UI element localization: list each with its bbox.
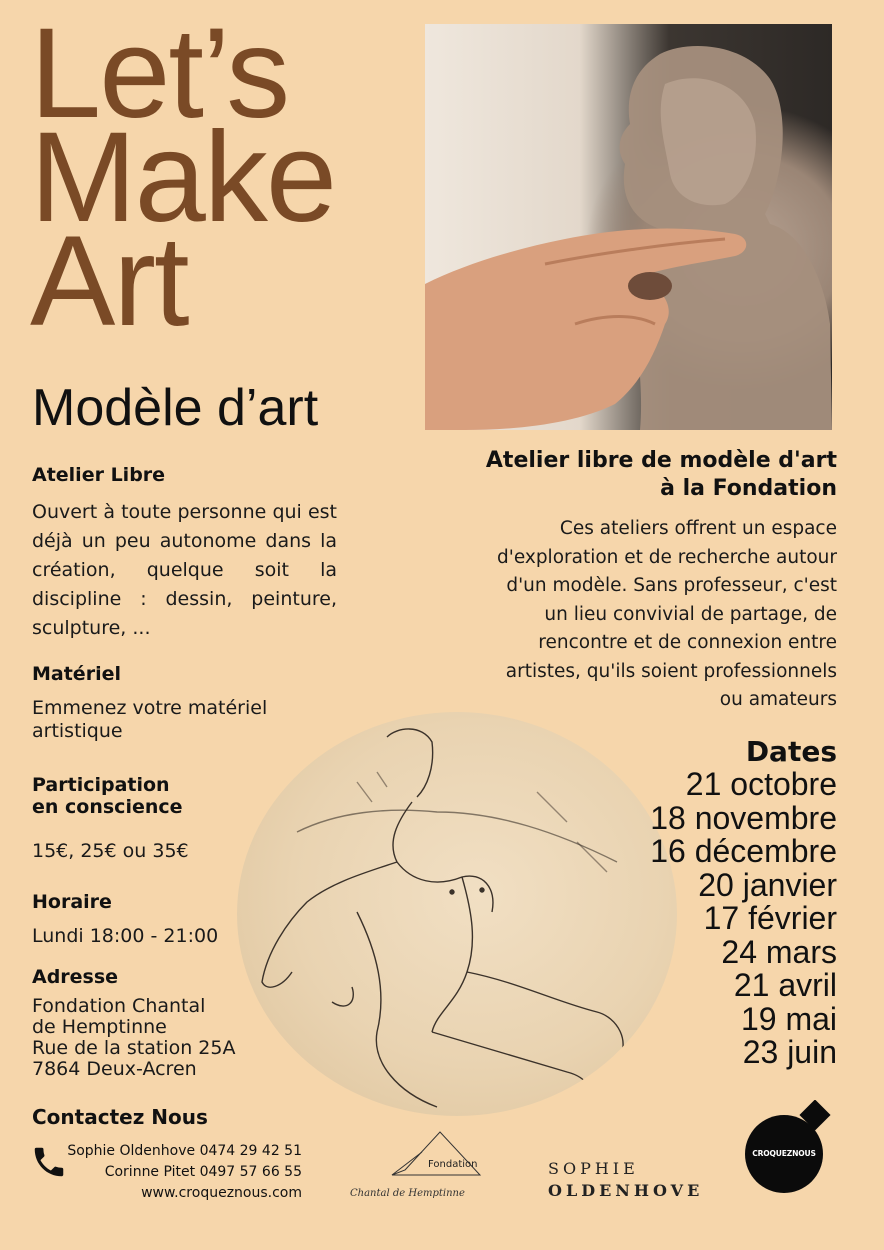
adresse-line: Rue de la station 25A <box>32 1037 236 1059</box>
figure-sketch <box>237 712 677 1116</box>
sophie-line: SOPHIE <box>548 1159 639 1178</box>
intro-heading-line: à la Fondation <box>660 476 837 501</box>
adresse-line: de Hemptinne <box>32 1016 167 1038</box>
date-item: 19 mai <box>740 1000 837 1037</box>
sophie-line: OLDENHOVE <box>548 1181 704 1200</box>
intro-text <box>497 515 837 715</box>
participation-heading-line: en conscience <box>32 796 183 818</box>
croquez-word: CROQUEZNOUS <box>752 1149 816 1158</box>
contact-line: Sophie Oldenhove 0474 29 42 51 <box>67 1143 302 1159</box>
atelier-heading: Atelier Libre <box>32 464 166 486</box>
participation-heading <box>32 774 183 818</box>
poster-subtitle: Modèle d’art <box>32 379 319 437</box>
date-item: 17 février <box>703 900 837 936</box>
date-item: 24 mars <box>721 933 837 970</box>
intro-heading-line: Atelier libre de modèle d'art <box>485 448 837 473</box>
date-item: 21 avril <box>733 967 837 1003</box>
intro-line: d'exploration et de recherche autour <box>496 546 837 568</box>
horaire-text: Lundi 18:00 - 21:00 <box>32 925 219 947</box>
title-line: Let’s <box>30 2 289 145</box>
fondation-logo <box>350 1130 505 1210</box>
intro-line: un lieu convivial de partage, de <box>544 603 837 625</box>
adresse-line: Fondation Chantal <box>32 995 206 1017</box>
participation-heading-line: Participation <box>32 774 170 796</box>
materiel-text: Emmenez votre matériel artistique <box>32 697 268 742</box>
sculpture-photo <box>425 24 832 430</box>
adresse-line: 7864 Deux-Acren <box>32 1058 197 1080</box>
intro-line: artistes, qu'ils soient professionnels <box>505 660 837 682</box>
intro-line: Ces ateliers offrent un espace <box>559 518 837 539</box>
date-item: 18 novembre <box>650 799 837 836</box>
contact-lines <box>62 1141 302 1204</box>
date-item: 20 janvier <box>698 866 837 903</box>
fondation-word: Fondation <box>428 1159 478 1170</box>
intro-line: rencontre et de connexion entre <box>538 632 837 653</box>
date-item: 21 octobre <box>685 766 837 802</box>
date-item: 23 juin <box>742 1034 837 1070</box>
materiel-heading: Matériel <box>32 663 121 685</box>
intro-line: d'un modèle. Sans professeur, c'est <box>506 575 837 596</box>
horaire-heading: Horaire <box>32 891 112 913</box>
adresse-heading: Adresse <box>32 966 119 988</box>
fondation-signature: Chantal de Hemptinne <box>350 1188 465 1199</box>
contact-line: Corinne Pitet 0497 57 66 55 <box>104 1164 302 1180</box>
contact-heading: Contactez Nous <box>32 1105 208 1129</box>
poster-title <box>30 2 335 353</box>
dates-heading: Dates <box>745 735 837 768</box>
participation-text: 15€, 25€ ou 35€ <box>32 840 189 862</box>
date-item: 16 décembre <box>650 833 837 869</box>
title-line: Art <box>30 210 188 353</box>
adresse-text <box>32 996 235 1080</box>
sophie-oldenhove-logo <box>548 1158 703 1202</box>
atelier-text: Ouvert à toute personne qui est déjà un peu autonome dans la création, quelque soit la discipline : dessin, peinture, sculpture, ... <box>32 501 337 639</box>
title-line: Make <box>30 106 335 249</box>
dates-list <box>650 736 837 1070</box>
croqueznous-logo <box>744 1100 834 1195</box>
website-link[interactable]: www.croqueznous.com <box>141 1185 302 1201</box>
intro-heading <box>486 447 837 503</box>
intro-line: ou amateurs <box>719 689 837 710</box>
